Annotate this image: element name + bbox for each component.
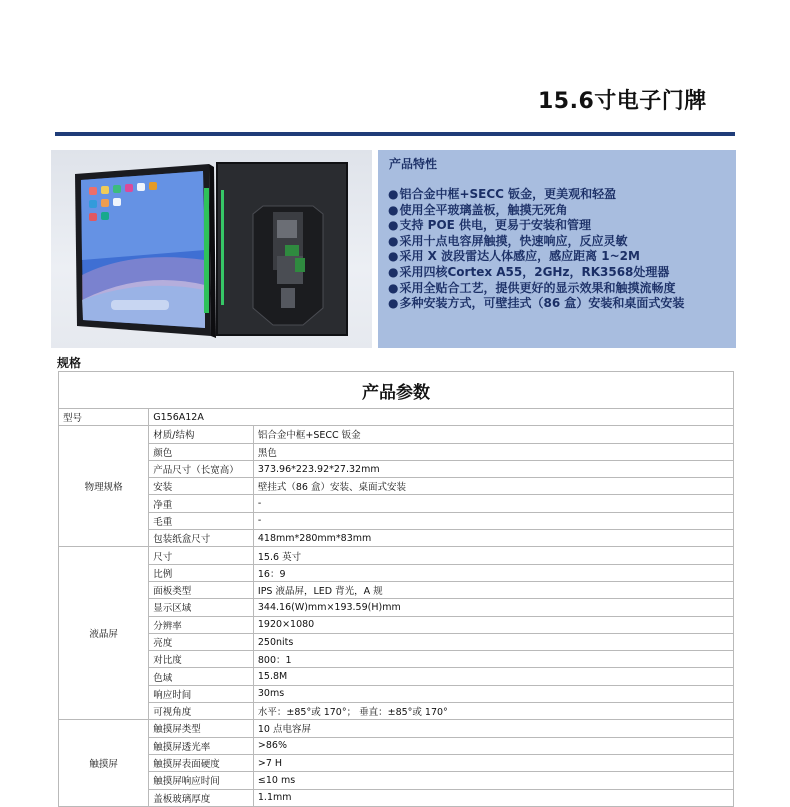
group-label: 触摸屏 [59,720,149,806]
spec-table-header-row [59,372,734,409]
spec-value: - [253,512,733,529]
table-row [59,703,734,720]
device-back-image [217,163,347,335]
table-row [59,409,734,426]
spec-value: 铝合金中框+SECC 钣金 [253,426,733,443]
spec-table [58,371,734,807]
table-row [59,564,734,581]
spec-value: 16：9 [253,564,733,581]
spec-key: 比例 [149,564,254,581]
table-row [59,651,734,668]
spec-key: 色域 [149,668,254,685]
features-panel [378,150,736,348]
table-row [59,789,734,806]
spec-key: 响应时间 [149,685,254,702]
spec-key: 尺寸 [149,547,254,564]
table-row [59,460,734,477]
spec-value: >86% [253,737,733,754]
spec-value: - [253,495,733,512]
spec-key: 颜色 [149,443,254,460]
spec-value: 10 点电容屏 [253,720,733,737]
table-row [59,772,734,789]
spec-key: 产品尺寸（长宽高） [149,460,254,477]
table-row [59,547,734,564]
spec-heading: 规格 [57,356,82,370]
table-row [59,599,734,616]
group-label: 液晶屏 [59,547,149,720]
spec-value: 15.6 英寸 [253,547,733,564]
spec-key: 显示区域 [149,599,254,616]
spec-key: 触摸屏透光率 [149,737,254,754]
feature-item: ● 采用 X 波段雷达人体感应，感应距离 1~2M [388,249,684,265]
table-row [59,685,734,702]
features-list [388,187,684,312]
spec-key: 包装纸盒尺寸 [149,530,254,547]
spec-table-title: 产品参数 [59,372,734,409]
table-row [59,737,734,754]
table-row [59,530,734,547]
table-row [59,495,734,512]
spec-value: 800：1 [253,651,733,668]
spec-key: 材质/结构 [149,426,254,443]
spec-key: 净重 [149,495,254,512]
table-row [59,754,734,771]
spec-value: 344.16(W)mm×193.59(H)mm [253,599,733,616]
spec-value: 1920×1080 [253,616,733,633]
spec-value: 418mm*280mm*83mm [253,530,733,547]
spec-value: 250nits [253,633,733,650]
table-row [59,616,734,633]
spec-key: 面板类型 [149,581,254,598]
group-label: 物理规格 [59,426,149,547]
spec-value: 15.8M [253,668,733,685]
product-illustration [51,150,372,348]
spec-value: 水平：±85°或 170°； 垂直：±85°或 170° [253,703,733,720]
product-photo [51,150,372,348]
feature-item: ● 采用全贴合工艺，提供更好的显示效果和触摸流畅度 [388,281,684,297]
spec-value: >7 H [253,754,733,771]
spec-key: 毛重 [149,512,254,529]
spec-key: 安装 [149,478,254,495]
feature-item: ● 铝合金中框+SECC 钣金，更美观和轻盈 [388,187,684,203]
spec-value: 壁挂式（86 盒）安装、桌面式安装 [253,478,733,495]
device-front-image [75,164,216,338]
spec-key: 触摸屏类型 [149,720,254,737]
features-title: 产品特性 [389,157,438,171]
spec-value: 30ms [253,685,733,702]
spec-key: 可视角度 [149,703,254,720]
table-row [59,633,734,650]
title-divider [55,132,735,136]
table-row [59,443,734,460]
spec-key: 触摸屏响应时间 [149,772,254,789]
spec-value: 1.1mm [253,789,733,806]
table-row [59,668,734,685]
feature-item: ● 使用全平玻璃盖板，触摸无死角 [388,203,684,219]
feature-item: ● 多种安装方式，可壁挂式（86 盒）安装和桌面式安装 [388,296,684,312]
feature-item: ● 采用十点电容屏触摸，快速响应，反应灵敏 [388,234,684,250]
spec-key: 盖板玻璃厚度 [149,789,254,806]
model-label: 型号 [59,409,149,426]
model-value: G156A12A [149,409,734,426]
device-side-image [204,188,209,313]
table-row [59,512,734,529]
page-title: 15.6寸电子门牌 [538,89,707,114]
feature-item: ● 采用四核Cortex A55，2GHz，RK3568处理器 [388,265,684,281]
table-row [59,426,734,443]
feature-item: ● 支持 POE 供电，更易于安装和管理 [388,218,684,234]
spec-key: 亮度 [149,633,254,650]
spec-value: 黑色 [253,443,733,460]
spec-value: 373.96*223.92*27.32mm [253,460,733,477]
spec-key: 对比度 [149,651,254,668]
spec-value: IPS 液晶屏，LED 背光，A 规 [253,581,733,598]
table-row [59,720,734,737]
spec-key: 分辨率 [149,616,254,633]
table-row [59,478,734,495]
spec-value: ≤10 ms [253,772,733,789]
table-row [59,581,734,598]
spec-key: 触摸屏表面硬度 [149,754,254,771]
